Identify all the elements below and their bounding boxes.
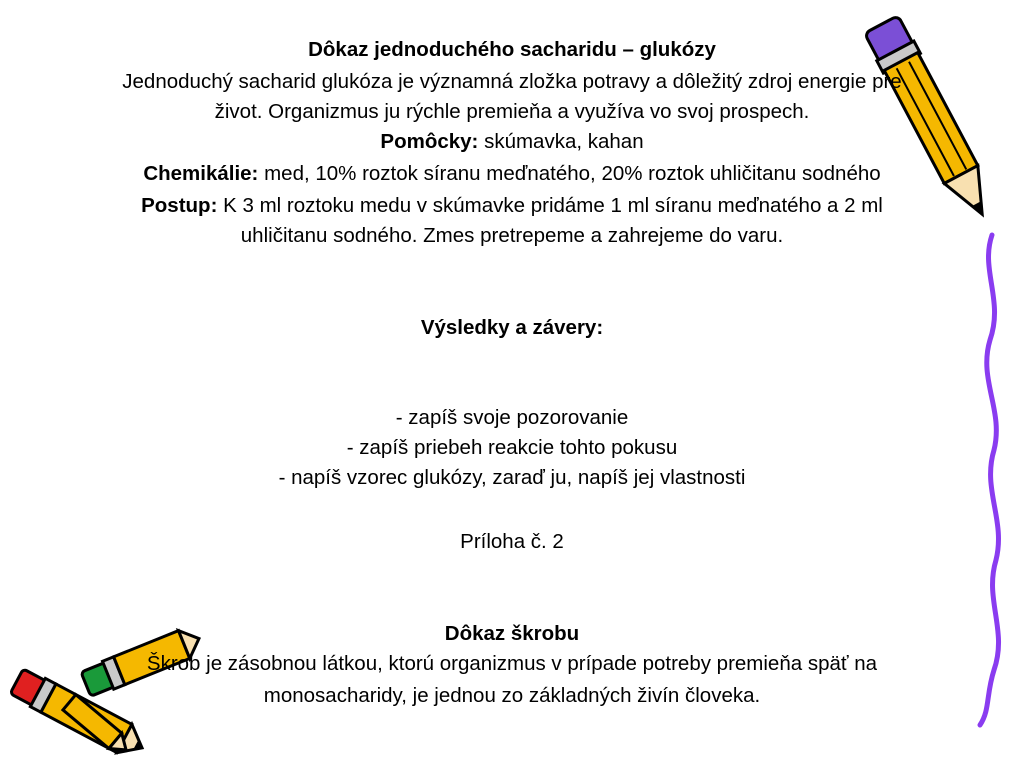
procedure-value: K 3 ml roztoku medu v skúmavke pridáme 1 ml síranu meďnatého a 2 ml [217, 194, 883, 217]
results-item: - napíš vzorec glukózy, zaraď ju, napíš jej vlastnosti [278, 466, 746, 489]
tools-line [0, 130, 1024, 154]
section2-line2: monosacharidy, je jednou zo základných živín človeka. [263, 684, 761, 707]
chemicals-value: med, 10% roztok síranu meďnatého, 20% roztok uhličitanu sodného [258, 162, 881, 185]
section1-intro-line2: život. Organizmus ju rýchle premieňa a využíva vo svoj prospech. [214, 100, 810, 123]
results-item: - zapíš svoje pozorovanie [395, 406, 629, 429]
section1-title: Dôkaz jednoduchého sacharidu – glukózy [308, 38, 716, 61]
tools-label: Pomôcky: [380, 130, 479, 153]
chemicals-line [0, 162, 1024, 186]
procedure-line2: uhličitanu sodného. Zmes pretrepeme a zahrejeme do varu. [240, 224, 784, 247]
procedure-line [0, 194, 1024, 218]
results-item: - zapíš priebeh reakcie tohto pokusu [346, 436, 678, 459]
chemicals-label: Chemikálie: [143, 162, 259, 185]
appendix-label: Príloha č. 2 [460, 530, 564, 553]
results-heading: Výsledky a závery: [420, 316, 604, 339]
section2-title: Dôkaz škrobu [444, 622, 580, 645]
procedure-label: Postup: [141, 194, 218, 217]
section1-intro-line1: Jednoduchý sacharid glukóza je významná zložka potravy a dôležitý zdroj energie pre [122, 70, 902, 93]
tools-value: skúmavka, kahan [478, 130, 644, 153]
section2-line1: Škrob je zásobnou látkou, ktorú organizmus v prípade potreby premieňa späť na [146, 652, 878, 675]
